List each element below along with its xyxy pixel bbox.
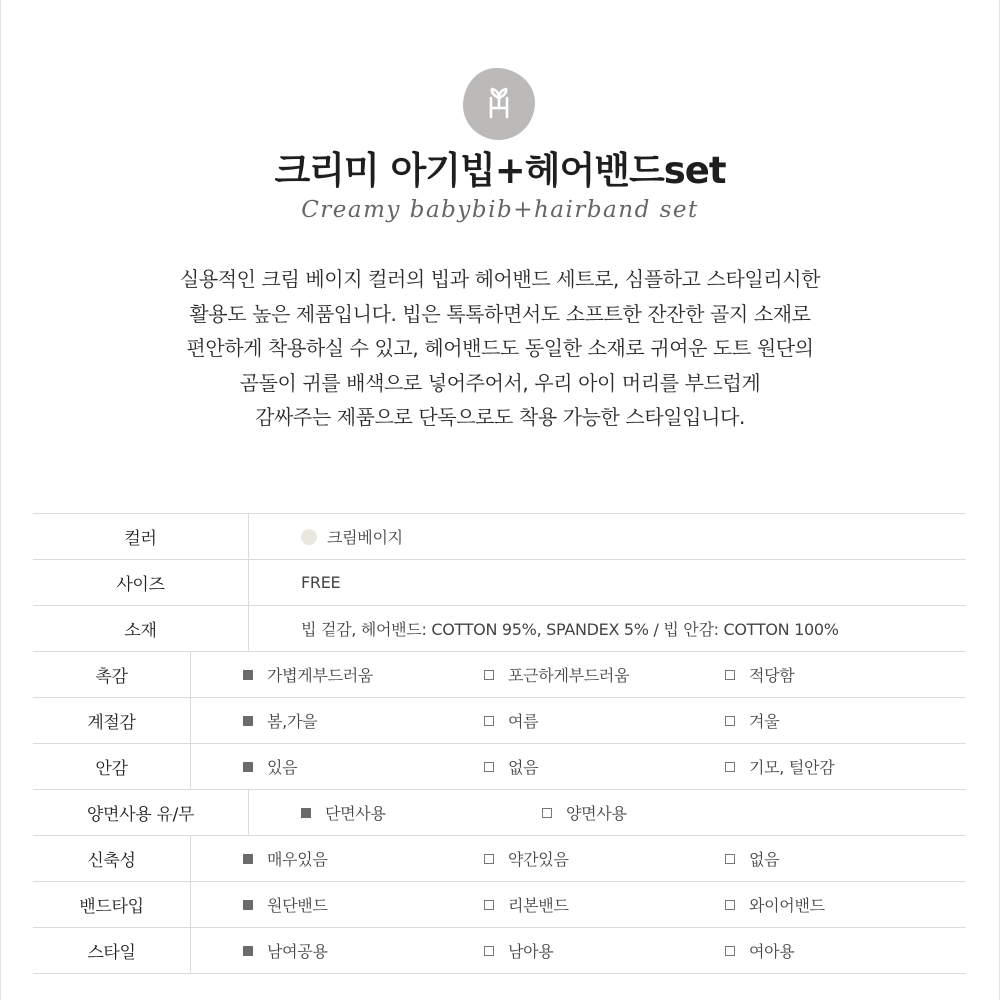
spec-options <box>191 939 966 962</box>
unchecked-box-icon <box>484 854 494 864</box>
spec-option-label: 여름 <box>508 712 539 731</box>
checked-box-icon <box>243 854 253 864</box>
spec-option-label: 여아용 <box>749 942 795 961</box>
spec-option-label: 포근하게부드러움 <box>508 666 630 685</box>
option-rows <box>33 652 966 974</box>
spec-option <box>725 939 966 962</box>
spec-option-label: 원단밴드 <box>267 896 328 915</box>
description-line: 실용적인 크림 베이지 컬러의 빕과 헤어밴드 세트로, 심플하고 스타일리시한 <box>179 267 821 291</box>
spec-row-option <box>33 882 966 928</box>
spec-label: 밴드타입 <box>33 882 191 927</box>
spec-option-label: 약간있음 <box>508 850 569 869</box>
spec-option-label: 없음 <box>508 758 539 777</box>
description-line: 편안하게 착용하실 수 있고, 헤어밴드도 동일한 소재로 귀여운 도트 원단의 <box>186 336 814 360</box>
spec-option <box>243 847 484 870</box>
spec-value: FREE <box>301 573 341 592</box>
spec-label: 계절감 <box>33 698 191 743</box>
checked-box-icon <box>243 900 253 910</box>
spec-option <box>484 709 725 732</box>
spec-label: 사이즈 <box>33 560 249 605</box>
spec-option <box>484 893 725 916</box>
spec-option-label: 와이어밴드 <box>749 896 825 915</box>
checked-box-icon <box>301 808 311 818</box>
spec-option-label: 남아용 <box>508 942 554 961</box>
unchecked-box-icon <box>725 762 735 772</box>
unchecked-box-icon <box>484 900 494 910</box>
spec-option <box>243 709 484 732</box>
brand-logo <box>463 68 535 140</box>
spec-row-option <box>33 698 966 744</box>
spec-option-label: 매우있음 <box>267 850 328 869</box>
spec-row-option <box>33 928 966 974</box>
product-subtitle: Creamy babybib+hairband set <box>301 197 699 223</box>
unchecked-box-icon <box>484 716 494 726</box>
checked-box-icon <box>243 946 253 956</box>
spec-option <box>725 847 966 870</box>
spec-options <box>191 847 966 870</box>
spec-option <box>243 939 484 962</box>
spec-option-label: 겨울 <box>749 712 780 731</box>
unchecked-box-icon <box>725 946 735 956</box>
spec-option <box>484 663 725 686</box>
spec-option-label: 기모, 털안감 <box>749 758 835 777</box>
spec-option <box>725 755 966 778</box>
spec-option <box>725 663 966 686</box>
spec-options <box>191 755 966 778</box>
unchecked-box-icon <box>725 854 735 864</box>
spec-option-label: 봄,가을 <box>267 712 318 731</box>
unchecked-box-icon <box>484 762 494 772</box>
color-name: 크림베이지 <box>327 528 403 547</box>
spec-option <box>243 893 484 916</box>
unchecked-box-icon <box>484 946 494 956</box>
spec-row-option <box>33 790 966 836</box>
spec-options <box>191 663 966 686</box>
spec-label: 안감 <box>33 744 191 789</box>
spec-option <box>725 893 966 916</box>
spec-label: 컬러 <box>33 514 249 559</box>
spec-options <box>191 709 966 732</box>
spec-label: 소재 <box>33 606 249 651</box>
spec-row-size <box>33 560 966 606</box>
spec-option-label: 양면사용 <box>566 804 627 823</box>
unchecked-box-icon <box>725 670 735 680</box>
spec-row-option <box>33 836 966 882</box>
spec-options <box>249 801 966 824</box>
spec-option-label: 리본밴드 <box>508 896 569 915</box>
spec-option <box>484 939 725 962</box>
checked-box-icon <box>243 762 253 772</box>
description-line: 활용도 높은 제품입니다. 빕은 톡톡하면서도 소프트한 잔잔한 골지 소재로 <box>189 301 811 326</box>
spec-value: 빕 겉감, 헤어밴드: COTTON 95%, SPANDEX 5% / 빕 안감: COTTON 100% <box>301 620 839 639</box>
spec-option <box>542 801 783 824</box>
checked-box-icon <box>243 670 253 680</box>
spec-label: 양면사용 유/무 <box>33 790 249 835</box>
spec-row-option <box>33 652 966 698</box>
spec-row-material <box>33 606 966 652</box>
color-swatch-icon <box>301 529 317 545</box>
spec-option <box>243 663 484 686</box>
spec-option-label: 적당함 <box>749 666 795 685</box>
spec-options <box>191 893 966 916</box>
spec-option-label: 없음 <box>749 850 780 869</box>
spec-row-option <box>33 744 966 790</box>
unchecked-box-icon <box>725 716 735 726</box>
unchecked-box-icon <box>542 808 552 818</box>
spec-row-color <box>33 514 966 560</box>
product-description <box>100 262 900 435</box>
spec-option <box>484 847 725 870</box>
spec-option <box>301 801 542 824</box>
unchecked-box-icon <box>484 670 494 680</box>
spec-label: 촉감 <box>33 652 191 697</box>
spec-option-label: 있음 <box>267 758 298 777</box>
spec-option <box>484 755 725 778</box>
spec-option <box>725 709 966 732</box>
spec-value <box>249 525 966 548</box>
spec-option-label: 남여공용 <box>267 942 328 961</box>
spec-label: 스타일 <box>33 928 191 973</box>
spec-label: 신축성 <box>33 836 191 881</box>
description-line: 곰돌이 귀를 배색으로 넣어주어서, 우리 아이 머리를 부드럽게 <box>239 370 761 395</box>
checked-box-icon <box>243 716 253 726</box>
spec-table <box>33 513 966 974</box>
description-line: 감싸주는 제품으로 단독으로도 착용 가능한 스타일입니다. <box>255 405 745 429</box>
unchecked-box-icon <box>725 900 735 910</box>
product-title: 크리미 아기빕+헤어밴드set <box>274 149 726 192</box>
spec-option-label: 가볍게부드러움 <box>267 666 374 685</box>
spec-option-label: 단면사용 <box>325 804 386 823</box>
spec-option <box>243 755 484 778</box>
leaf-sprout-icon <box>479 84 519 124</box>
